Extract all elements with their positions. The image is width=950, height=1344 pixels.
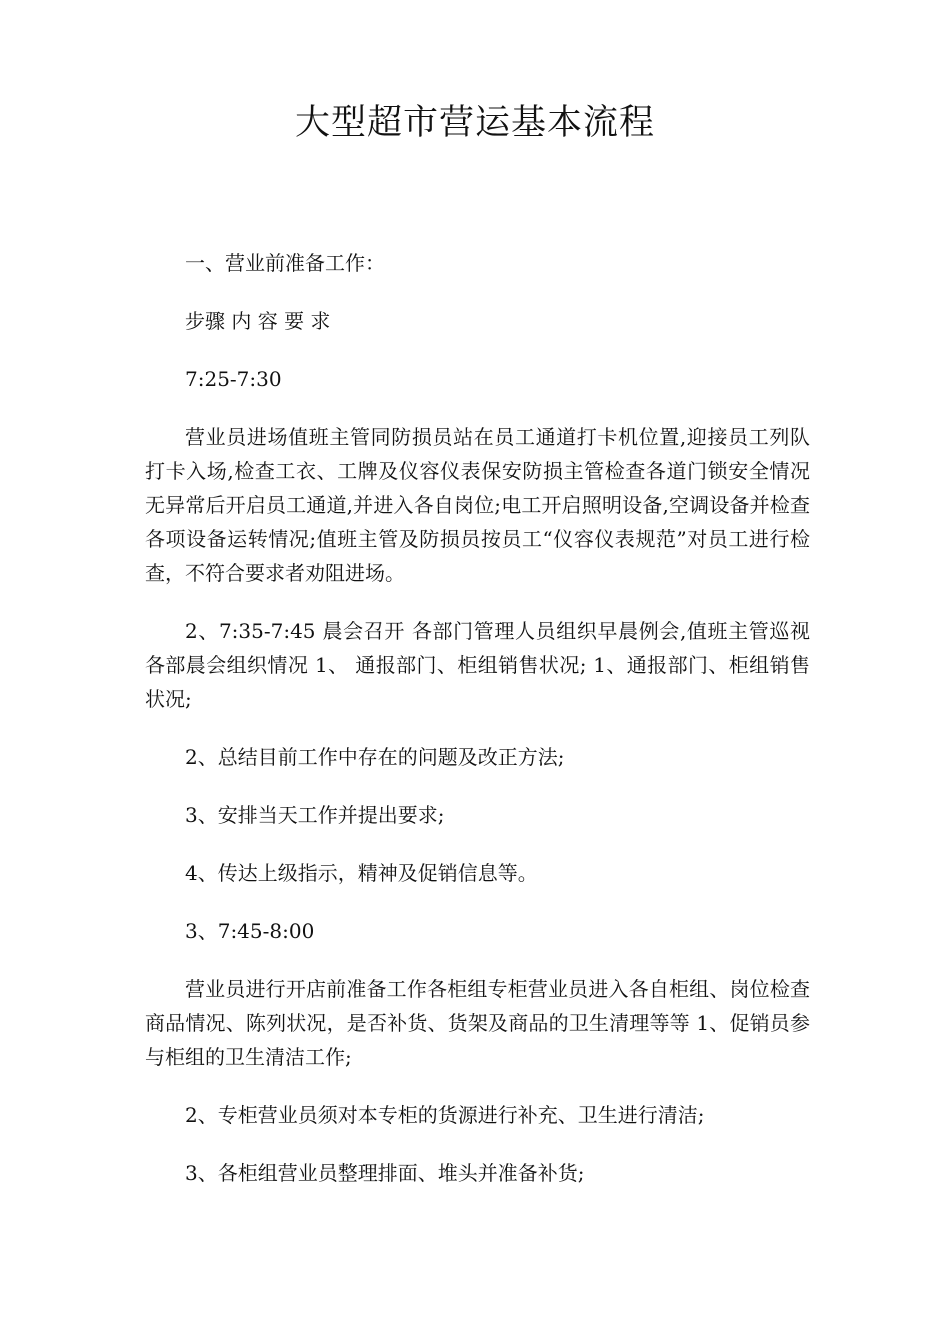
table-header-line: 步骤 内 容 要 求 [185,309,331,333]
document-body [145,246,810,1214]
list-item-summary: 2、总结目前工作中存在的问题及改正方法; [185,745,565,769]
list-item-counter-restock: 2、专柜营业员须对本专柜的货源进行补充、卫生进行清洁; [185,1103,705,1127]
paragraph-staff-entry: 营业员进场值班主管同防损员站在员工通道打卡机位置,迎接员工列队打卡入场,检查工衣、工牌及仪容仪表保安防损主管检查各道门锁安全情况无异常后开启员工通道,并进入各自岗位;电工开启照明设备,空调设备并检查各项设备运转情况;值班主管及防损员按员工“仪容仪表规范”对员工进行检查，不符合要求者劝阻进场。 [145,425,810,585]
paragraph-pre-opening-prep: 营业员进行开店前准备工作各柜组专柜营业员进入各自柜组、岗位检查商品情况、陈列状况，是否补货、货架及商品的卫生清理等等 1、促销员参与柜组的卫生清洁工作; [145,977,810,1069]
section-heading-pre-opening: 一、营业前准备工作： [185,251,385,275]
document-title: 大型超市营运基本流程 [294,103,655,143]
list-item-convey-instructions: 4、传达上级指示，精神及促销信息等。 [185,861,538,885]
time-slot-3: 3、7:45-8:00 [185,919,315,943]
list-item-arrange-shelves: 3、各柜组营业员整理排面、堆头并准备补货; [185,1161,585,1185]
time-slot-1: 7:25-7:30 [185,367,282,391]
list-item-arrange-work: 3、安排当天工作并提出要求; [185,803,445,827]
paragraph-morning-meeting: 2、7:35-7:45 晨会召开 各部门管理人员组织早晨例会,值班主管巡视各部晨会组织情况 1、 通报部门、柜组销售状况; 1、通报部门、柜组销售状况; [145,619,810,711]
